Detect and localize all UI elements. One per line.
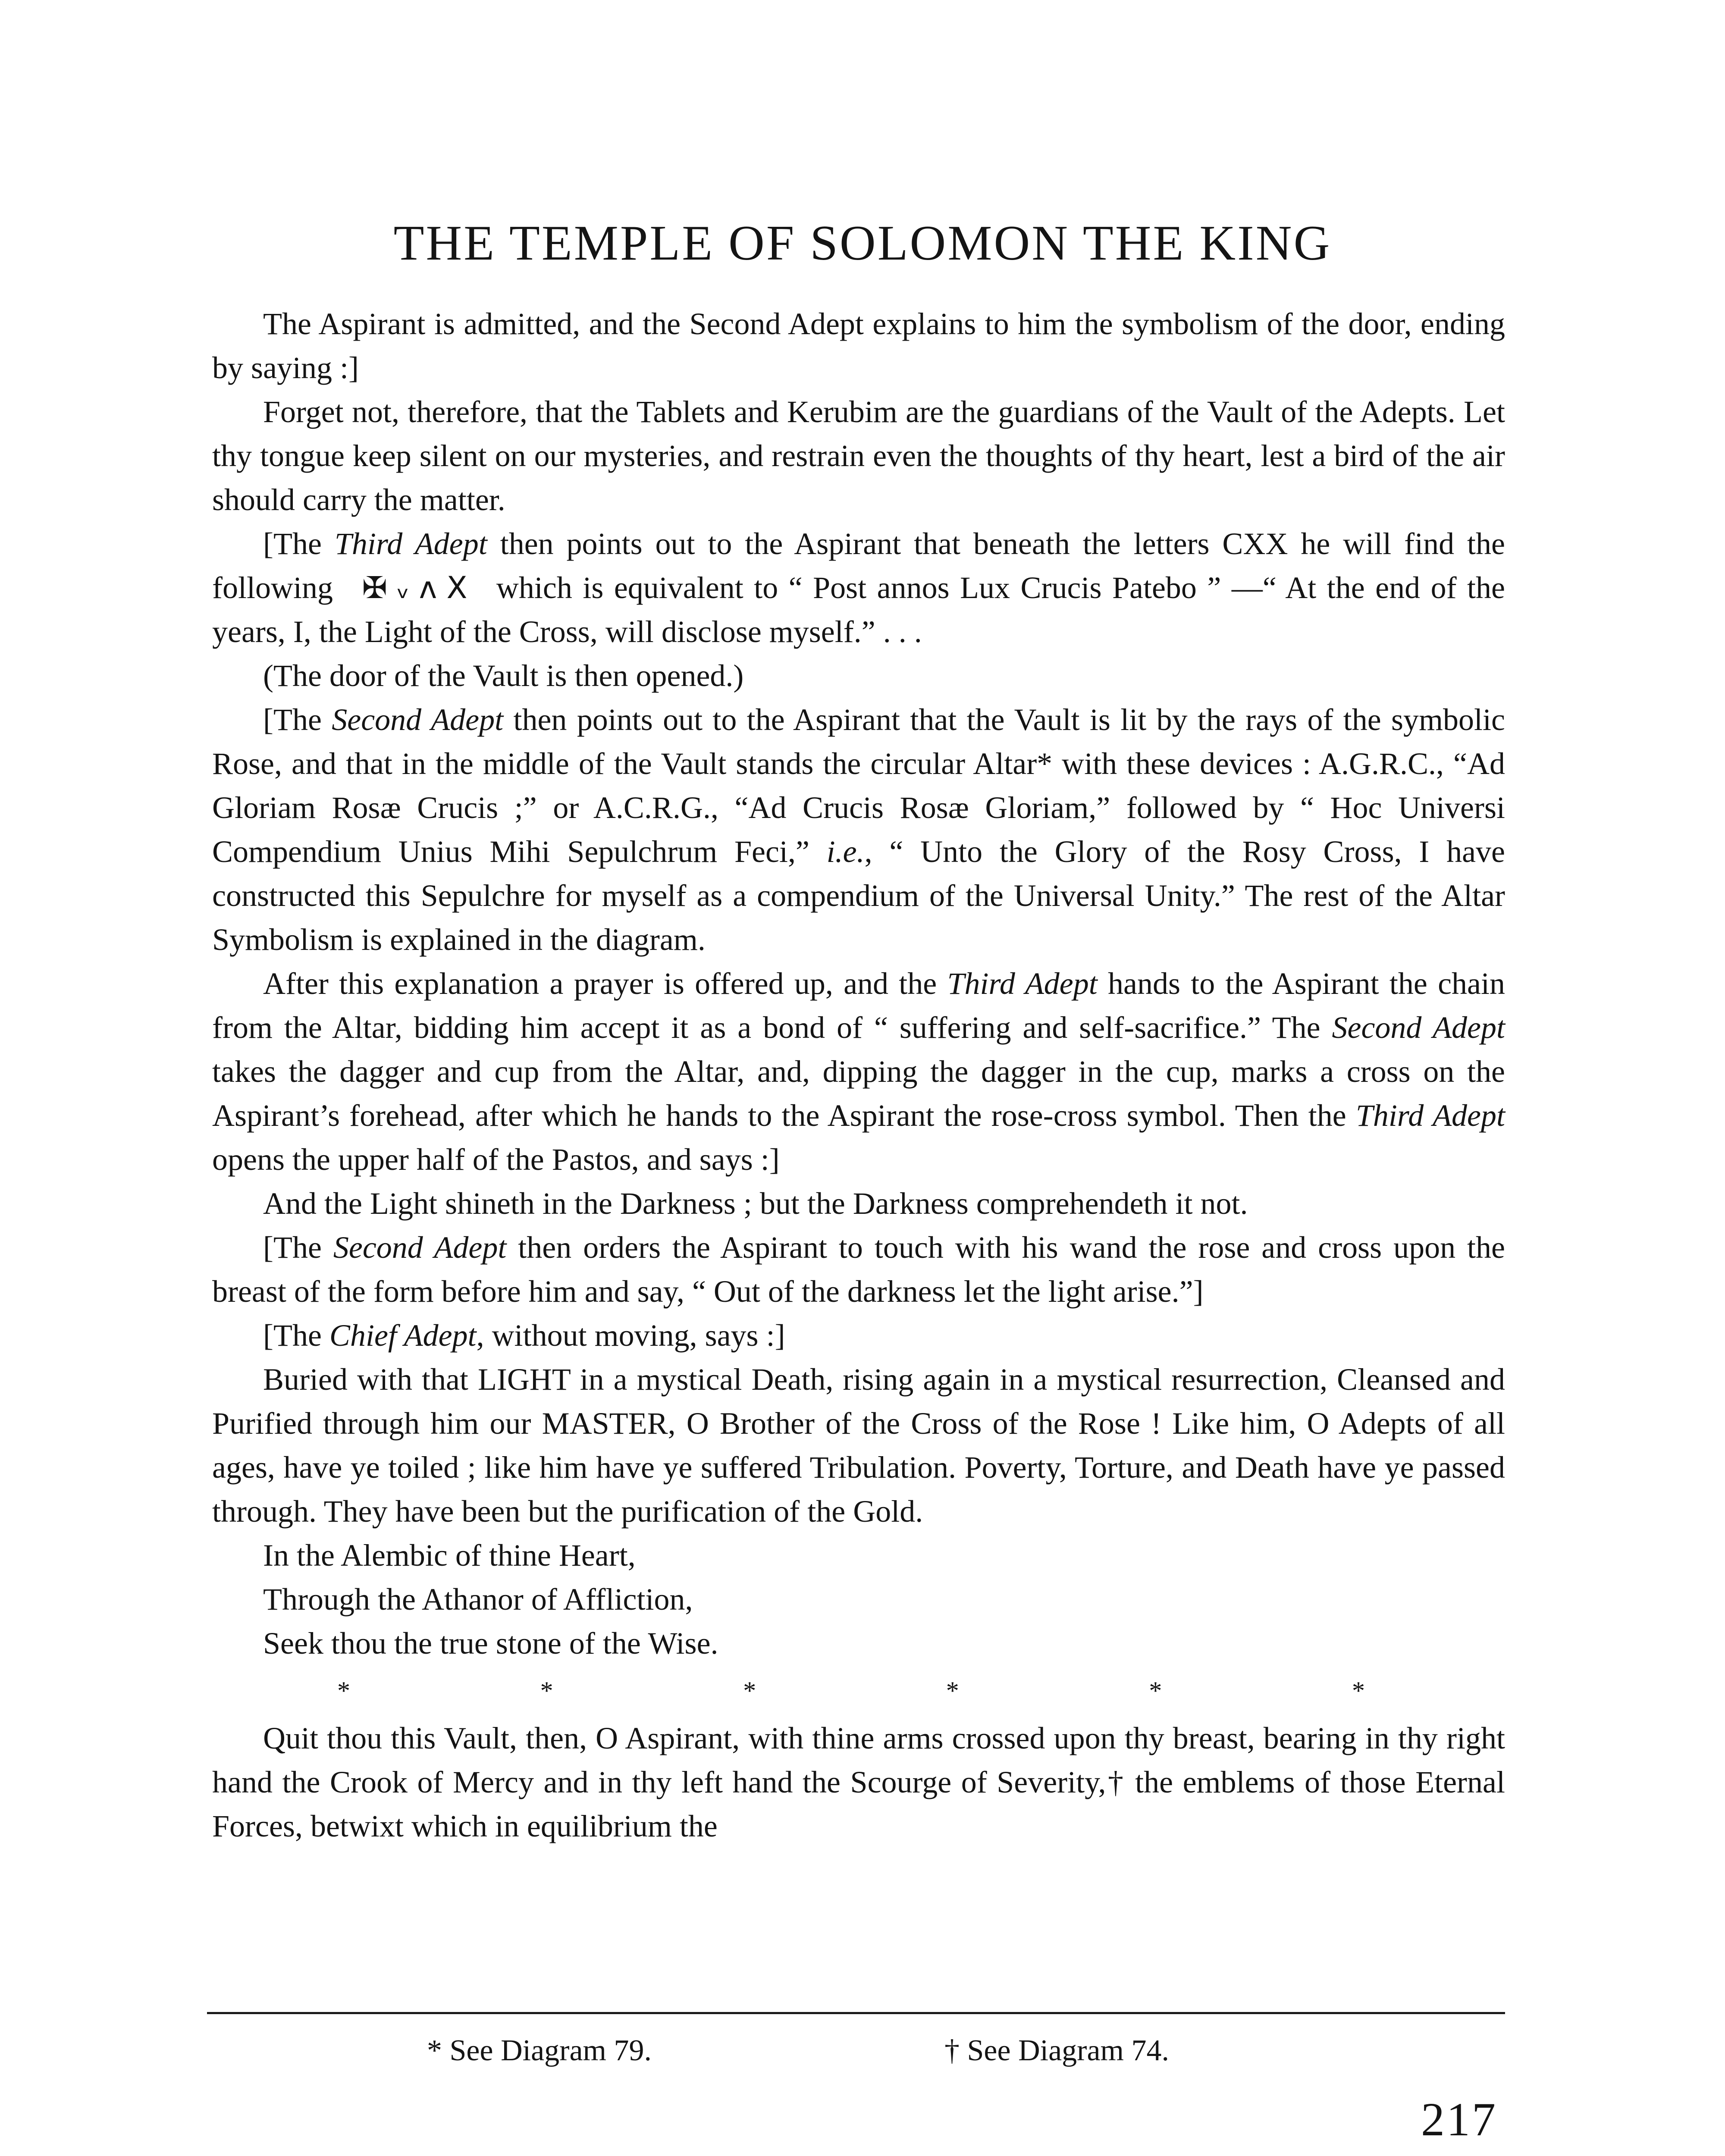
paragraph: Forget not, therefore, that the Tablets and Kerubim are the guardians of the Vault of the Adepts. Let thy tongue keep silent on our mysteries, and restrain even the thoughts of thy heart, lest a bird of the air should carry the matter.	[212, 395, 1505, 517]
paragraph: [The Second Adept then points out to the Aspirant that the Vault is lit by the rays of the symbolic Rose, and that in the middle of the Vault stands the circular Altar* with these devices : A.G.R.C., “Ad Gloriam Rosæ Crucis ;” or A.C.R.G., “Ad Crucis Rosæ Gloriam,” followed by “ Hoc Universi Compendium Unius Mihi Sepulchrum Feci,” i.e., “ Unto the Glory of the Rosy Cross, I have constructed this Sepulchre for myself as a compendium of the Universal Unity.” The rest of the Altar Symbolism is explained in the diagram.	[212, 702, 1505, 957]
role-name: Second Adept	[332, 702, 504, 737]
asterisk: *	[337, 1677, 350, 1705]
paragraph: [The Second Adept then orders the Aspirant to touch with his wand the rose and cross upon the breast of the form before him and say, “ Out of the darkness let the light arise.”]	[212, 1230, 1505, 1309]
paragraph: Quit thou this Vault, then, O Aspirant, with thine arms crossed upon thy breast, bearing in thy right hand the Crook of Mercy and in thy left hand the Scourge of Severity,† the emblems of those Eternal Forces, betwixt which in equilibrium the	[212, 1721, 1505, 1843]
paragraph: Buried with that LIGHT in a mystical Death, rising again in a mystical resurrection, Cleansed and Purified through him our MASTER, O Brother of the Cross of the Rose ! Like him, O Adepts of all ages, have ye toiled ; like him have ye suffered Tribulation. Poverty, Torture, and Death have ye passed through. They have been but the purification of the Gold.	[212, 1362, 1505, 1529]
running-header: THE TEMPLE OF SOLOMON THE KING	[393, 216, 1332, 271]
footnote-rule	[207, 2012, 1505, 2014]
asterisk: *	[946, 1677, 959, 1705]
verse-line: In the Alembic of thine Heart,	[263, 1538, 636, 1573]
role-name: Third Adept	[334, 526, 487, 561]
paragraph: And the Light shineth in the Darkness ; but the Darkness comprehendeth it not.	[263, 1186, 1248, 1221]
asterisk: *	[743, 1677, 756, 1705]
footnote-diagram-79: * See Diagram 79.	[427, 2034, 652, 2067]
section-separator	[212, 1665, 1505, 1716]
abbreviation: i.e.	[826, 834, 865, 869]
paragraph: The Aspirant is admitted, and the Second Adept explains to him the symbolism of the door, ending by saying :]	[212, 307, 1505, 385]
role-name: Second Adept	[1332, 1010, 1505, 1045]
verse-line: Seek thou the true stone of the Wise.	[263, 1626, 718, 1661]
role-name: Third Adept	[947, 966, 1098, 1001]
verse-line: Through the Athanor of Affliction,	[263, 1582, 693, 1617]
paragraph: [The Third Adept then points out to the Aspirant that beneath the letters CXX he will find the following ✠ ᵥ ᴧ X which is equivalent to “ Post annos Lux Crucis Patebo ” —“ At the end of the years, I, the Light of the Cross, will disclose myself.” . . .	[212, 526, 1505, 649]
page-body	[212, 302, 1505, 1848]
role-name: Second Adept	[333, 1230, 507, 1265]
footnote-diagram-74: † See Diagram 74.	[944, 2034, 1169, 2067]
paragraph: [The Chief Adept, without moving, says :]	[263, 1318, 785, 1353]
role-name: Third Adept	[1355, 1098, 1505, 1133]
paragraph: After this explanation a prayer is offered up, and the Third Adept hands to the Aspirant the chain from the Altar, bidding him accept it as a bond of “ suffering and self-sacrifice.” The Second Adept takes the dagger and cup from the Altar, and, dipping the dagger in the cup, marks a cross on the Aspirant’s forehead, after which he hands to the Aspirant the rose-cross symbol. Then the Third Adept opens the upper half of the Pastos, and says :]	[212, 966, 1505, 1177]
asterisk: *	[540, 1677, 553, 1705]
cross-cipher-symbol: ✠ ᵥ ᴧ X	[362, 570, 467, 605]
role-name: Chief Adept	[329, 1318, 477, 1353]
page-number: 217	[1421, 2093, 1497, 2146]
asterisk: *	[1352, 1677, 1365, 1705]
asterisk: *	[1149, 1677, 1162, 1705]
paragraph: (The door of the Vault is then opened.)	[263, 658, 744, 693]
